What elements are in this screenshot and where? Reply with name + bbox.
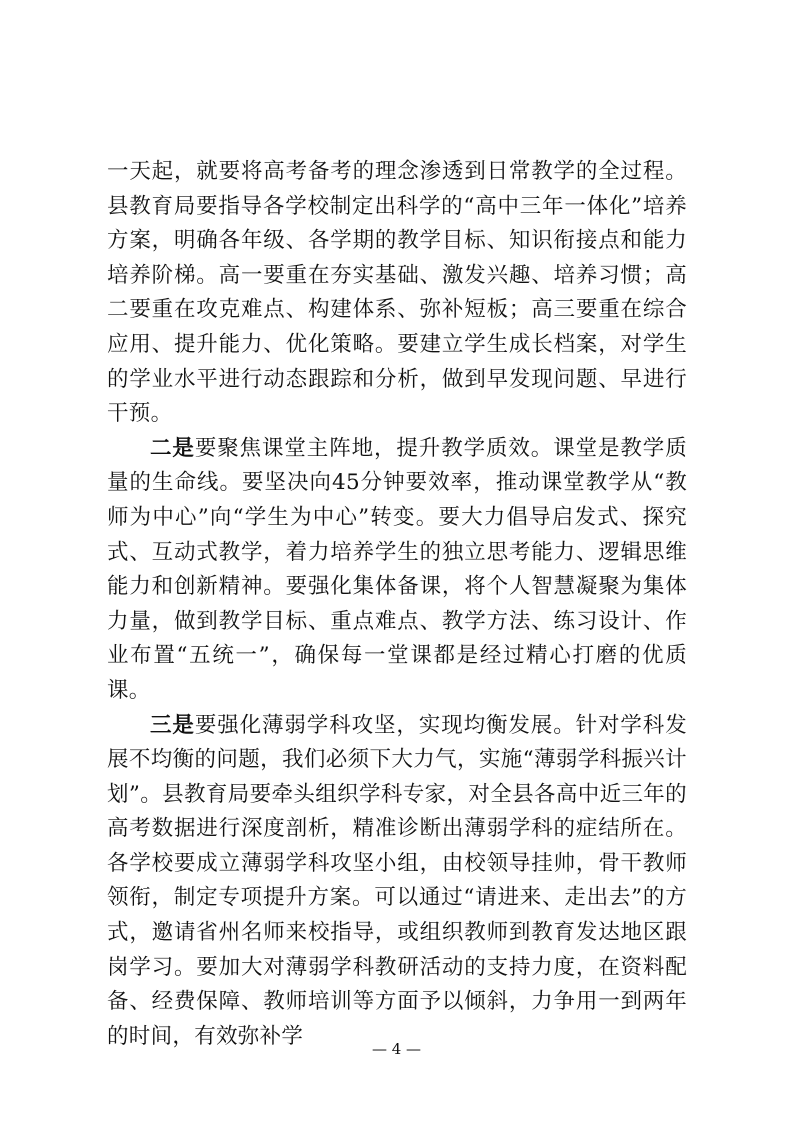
paragraph-text: 一天起，就要将高考备考的理念渗透到日常教学的全过程。县教育局要指导各学校制定出科学的“高中三年一体化”培养方案，明确各年级、各学期的教学目标、知识衔接点和能力培养阶梯。高一要重在夯实基础、激发兴趣、培养习惯；高二要重在攻克难点、构建体系、弥补短板；高三要重在综合应用、提升能力、优化策略。要建立学生成长档案，对学生的学业水平进行动态跟踪和分析，做到早发现问题、早进行干预。: [107, 159, 687, 427]
paragraph-lead: 二是: [150, 435, 195, 461]
paragraph-point-three: [107, 709, 687, 1055]
body-text: [107, 155, 687, 1054]
paragraph-lead: 三是: [150, 712, 195, 738]
page-number: — 4 —: [371, 1040, 422, 1058]
paragraph-continuation: [107, 155, 687, 432]
paragraph-text: 要强化薄弱学科攻坚，实现均衡发展。针对学科发展不均衡的问题，我们必须下大力气，实施“薄弱学科振兴计划”。县教育局要牵头组织学科专家，对全县各高中近三年的高考数据进行深度剖析，精准诊断出薄弱学科的症结所在。各学校要成立薄弱学科攻坚小组，由校领导挂帅，骨干教师领衔，制定专项提升方案。可以通过“请进来、走出去”的方式，邀请省州名师来校指导，或组织教师到教育发达地区跟岗学习。要加大对薄弱学科教研活动的支持力度，在资料配备、经费保障、教师培训等方面予以倾斜，力争用一到两年的时间，有效弥补学: [107, 712, 687, 1049]
paragraph-text: 要聚焦课堂主阵地，提升教学质效。课堂是教学质量的生命线。要坚决向45分钟要效率，推动课堂教学从“教师为中心”向“学生为中心”转变。要大力倡导启发式、探究式、互动式教学，着力培养学生的独立思考能力、逻辑思维能力和创新精神。要强化集体备课，将个人智慧凝聚为集体力量，做到教学目标、重点难点、教学方法、练习设计、作业布置“五统一”，确保每一堂课都是经过精心打磨的优质课。: [107, 435, 687, 703]
paragraph-point-two: [107, 432, 687, 709]
